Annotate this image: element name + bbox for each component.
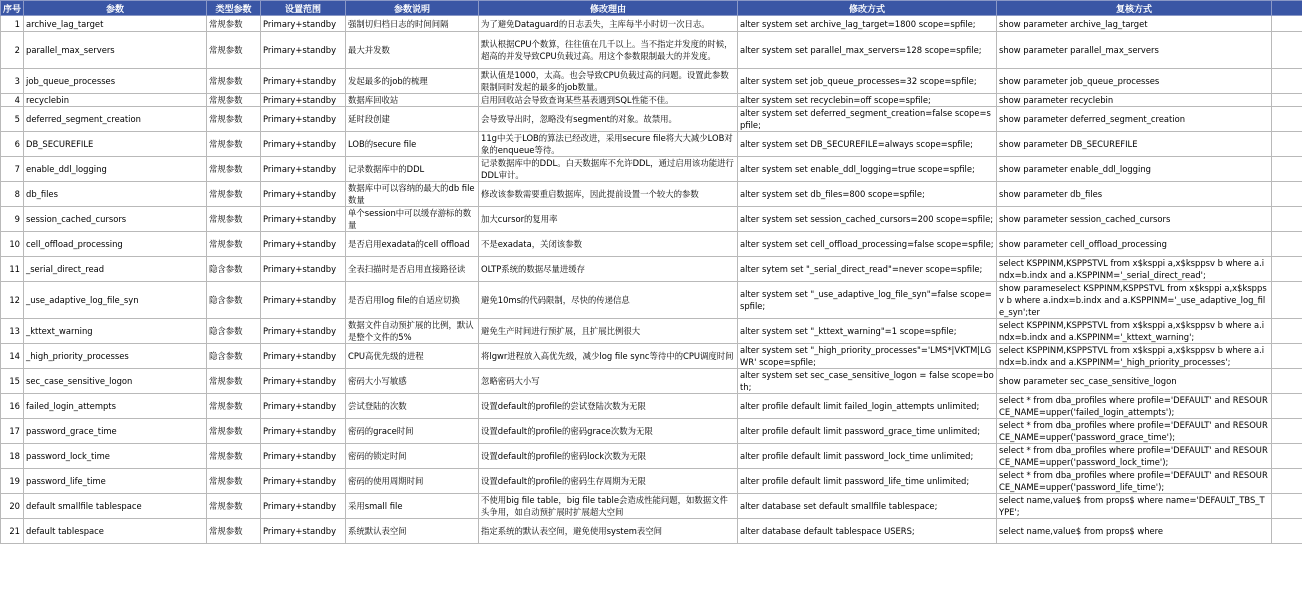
cell-scope[interactable]: Primary+standby <box>261 257 346 282</box>
cell-reason[interactable]: 默认根据CPU个数算，往往值在几千以上。当不指定并发度的时候，超高的并发导致CPU负载过高。用这个参数限制最大的并发度。 <box>479 32 738 69</box>
cell-method[interactable]: alter profile default limit password_lock_time unlimited; <box>738 444 997 469</box>
cell-extra[interactable] <box>1272 94 1302 107</box>
cell-desc[interactable]: 密码的锁定时间 <box>346 444 479 469</box>
cell-verify[interactable]: show parameter session_cached_cursors <box>997 207 1272 232</box>
cell-param[interactable]: _serial_direct_read <box>24 257 207 282</box>
cell-verify[interactable]: show parameter enable_ddl_logging <box>997 157 1272 182</box>
cell-no[interactable]: 10 <box>1 232 24 257</box>
cell-reason[interactable]: 修改该参数需要重启数据库，因此提前设置一个较大的参数 <box>479 182 738 207</box>
cell-no[interactable]: 20 <box>1 494 24 519</box>
cell-reason[interactable]: 忽略密码大小写 <box>479 369 738 394</box>
cell-no[interactable]: 6 <box>1 132 24 157</box>
cell-param[interactable]: _kttext_warning <box>24 319 207 344</box>
cell-desc[interactable]: 最大并发数 <box>346 32 479 69</box>
cell-extra[interactable] <box>1272 394 1302 419</box>
cell-method[interactable]: alter database default tablespace USERS; <box>738 519 997 544</box>
cell-method[interactable]: alter database set default smallfile tablespace; <box>738 494 997 519</box>
table-row[interactable] <box>1 132 1302 157</box>
cell-type[interactable]: 常规参数 <box>207 444 261 469</box>
cell-type[interactable]: 常规参数 <box>207 369 261 394</box>
cell-scope[interactable]: Primary+standby <box>261 282 346 319</box>
cell-param[interactable]: sec_case_sensitive_logon <box>24 369 207 394</box>
cell-scope[interactable]: Primary+standby <box>261 107 346 132</box>
cell-type[interactable]: 常规参数 <box>207 419 261 444</box>
cell-method[interactable]: alter system set "_high_priority_processes"='LMS*|VKTM|LGWR' scope=spfile; <box>738 344 997 369</box>
cell-desc[interactable]: 数据库中可以容纳的最大的db file数量 <box>346 182 479 207</box>
cell-extra[interactable] <box>1272 157 1302 182</box>
cell-no[interactable]: 1 <box>1 16 24 32</box>
cell-method[interactable]: alter system set cell_offload_processing=false scope=spfile; <box>738 232 997 257</box>
cell-verify[interactable]: select KSPPINM,KSPPSTVL from x$ksppi a,x$ksppsv b where a.indx=b.indx and a.KSPPINM='_kttext_warning'; <box>997 319 1272 344</box>
cell-type[interactable]: 常规参数 <box>207 519 261 544</box>
cell-verify[interactable]: show parameter deferred_segment_creation <box>997 107 1272 132</box>
cell-extra[interactable] <box>1272 207 1302 232</box>
cell-type[interactable]: 常规参数 <box>207 182 261 207</box>
cell-extra[interactable] <box>1272 444 1302 469</box>
cell-method[interactable]: alter system set recyclebin=off scope=spfile; <box>738 94 997 107</box>
cell-type[interactable]: 常规参数 <box>207 494 261 519</box>
cell-extra[interactable] <box>1272 182 1302 207</box>
table-row[interactable] <box>1 344 1302 369</box>
cell-reason[interactable]: 不使用big file table，big file table会造成性能问题，如数据文件头争用，如自动预扩展时扩展超大空间 <box>479 494 738 519</box>
cell-method[interactable]: alter sytem set "_serial_direct_read"=never scope=spfile; <box>738 257 997 282</box>
cell-scope[interactable]: Primary+standby <box>261 469 346 494</box>
cell-type[interactable]: 常规参数 <box>207 232 261 257</box>
cell-reason[interactable]: 启用回收站会导致查询某些基表遇到SQL性能不佳。 <box>479 94 738 107</box>
cell-param[interactable]: job_queue_processes <box>24 69 207 94</box>
cell-param[interactable]: parallel_max_servers <box>24 32 207 69</box>
cell-type[interactable]: 常规参数 <box>207 94 261 107</box>
table-row[interactable] <box>1 257 1302 282</box>
cell-type[interactable]: 常规参数 <box>207 132 261 157</box>
table-row[interactable] <box>1 369 1302 394</box>
cell-reason[interactable]: 记录数据库中的DDL。白天数据库不允许DDL，通过启用该功能进行DDL审计。 <box>479 157 738 182</box>
cell-verify[interactable]: select KSPPINM,KSPPSTVL from x$ksppi a,x$ksppsv b where a.indx=b.indx and a.KSPPINM='_high_priority_processes'; <box>997 344 1272 369</box>
cell-scope[interactable]: Primary+standby <box>261 16 346 32</box>
table-row[interactable] <box>1 182 1302 207</box>
cell-scope[interactable]: Primary+standby <box>261 207 346 232</box>
cell-no[interactable]: 7 <box>1 157 24 182</box>
cell-type[interactable]: 常规参数 <box>207 207 261 232</box>
cell-extra[interactable] <box>1272 519 1302 544</box>
cell-no[interactable]: 16 <box>1 394 24 419</box>
table-row[interactable] <box>1 157 1302 182</box>
cell-extra[interactable] <box>1272 107 1302 132</box>
cell-desc[interactable]: 记录数据库中的DDL <box>346 157 479 182</box>
cell-no[interactable]: 2 <box>1 32 24 69</box>
cell-no[interactable]: 9 <box>1 207 24 232</box>
cell-desc[interactable]: 发起最多的job的梳理 <box>346 69 479 94</box>
cell-param[interactable]: password_grace_time <box>24 419 207 444</box>
cell-verify[interactable]: show parameter db_files <box>997 182 1272 207</box>
cell-type[interactable]: 常规参数 <box>207 157 261 182</box>
cell-desc[interactable]: 是否启用log file的自适应切换 <box>346 282 479 319</box>
cell-scope[interactable]: Primary+standby <box>261 94 346 107</box>
col-header-extra[interactable] <box>1272 1 1302 16</box>
cell-no[interactable]: 11 <box>1 257 24 282</box>
cell-desc[interactable]: 系统默认表空间 <box>346 519 479 544</box>
cell-no[interactable]: 4 <box>1 94 24 107</box>
cell-scope[interactable]: Primary+standby <box>261 132 346 157</box>
table-row[interactable] <box>1 32 1302 69</box>
table-row[interactable] <box>1 419 1302 444</box>
cell-extra[interactable] <box>1272 319 1302 344</box>
cell-reason[interactable]: 设置default的profile的密码grace次数为无限 <box>479 419 738 444</box>
table-row[interactable] <box>1 16 1302 32</box>
table-row[interactable] <box>1 207 1302 232</box>
cell-verify[interactable]: select * from dba_profiles where profile='DEFAULT' and RESOURCE_NAME=upper('failed_login_attempts'); <box>997 394 1272 419</box>
cell-reason[interactable]: 不是exadata，关闭该参数 <box>479 232 738 257</box>
cell-no[interactable]: 3 <box>1 69 24 94</box>
cell-reason[interactable]: 默认值是1000，太高。也会导致CPU负载过高的问题。设置此参数限制同时发起的最多的job数量。 <box>479 69 738 94</box>
cell-no[interactable]: 14 <box>1 344 24 369</box>
cell-param[interactable]: db_files <box>24 182 207 207</box>
table-row[interactable] <box>1 232 1302 257</box>
cell-desc[interactable]: 强制切归档日志的时间间隔 <box>346 16 479 32</box>
header-row <box>1 1 1302 16</box>
cell-extra[interactable] <box>1272 282 1302 319</box>
cell-type[interactable]: 常规参数 <box>207 394 261 419</box>
cell-extra[interactable] <box>1272 494 1302 519</box>
table-row[interactable] <box>1 319 1302 344</box>
cell-scope[interactable]: Primary+standby <box>261 494 346 519</box>
cell-reason[interactable]: 避免生产时间进行预扩展，且扩展比例很大 <box>479 319 738 344</box>
col-header-desc[interactable]: 参数说明 <box>346 1 479 16</box>
cell-param[interactable]: password_life_time <box>24 469 207 494</box>
cell-desc[interactable]: 密码大小写敏感 <box>346 369 479 394</box>
cell-no[interactable]: 19 <box>1 469 24 494</box>
cell-desc[interactable]: LOB的secure file <box>346 132 479 157</box>
cell-param[interactable]: deferred_segment_creation <box>24 107 207 132</box>
cell-desc[interactable]: 密码的使用周期时间 <box>346 469 479 494</box>
cell-extra[interactable] <box>1272 132 1302 157</box>
cell-scope[interactable]: Primary+standby <box>261 419 346 444</box>
cell-method[interactable]: alter system set deferred_segment_creation=false scope=spfile; <box>738 107 997 132</box>
cell-desc[interactable]: 采用small file <box>346 494 479 519</box>
cell-method[interactable]: alter profile default limit password_grace_time unlimited; <box>738 419 997 444</box>
cell-desc[interactable]: 尝试登陆的次数 <box>346 394 479 419</box>
cell-desc[interactable]: 全表扫描时是否启用直接路径读 <box>346 257 479 282</box>
cell-reason[interactable]: 避免10ms的代码限制，尽快的传递信息 <box>479 282 738 319</box>
cell-param[interactable]: enable_ddl_logging <box>24 157 207 182</box>
col-header-param[interactable]: 参数 <box>24 1 207 16</box>
col-header-method[interactable]: 修改方式 <box>738 1 997 16</box>
cell-param[interactable]: archive_lag_target <box>24 16 207 32</box>
cell-method[interactable]: alter profile default limit password_life_time unlimited; <box>738 469 997 494</box>
col-header-scope[interactable]: 设置范围 <box>261 1 346 16</box>
cell-type[interactable]: 隐含参数 <box>207 344 261 369</box>
cell-param[interactable]: session_cached_cursors <box>24 207 207 232</box>
cell-desc[interactable]: CPU高优先级的进程 <box>346 344 479 369</box>
cell-reason[interactable]: 设置default的profile的尝试登陆次数为无限 <box>479 394 738 419</box>
cell-extra[interactable] <box>1272 232 1302 257</box>
cell-desc[interactable]: 延时段创建 <box>346 107 479 132</box>
table-row[interactable] <box>1 107 1302 132</box>
cell-verify[interactable]: select name,value$ from props$ where <box>997 519 1272 544</box>
cell-scope[interactable]: Primary+standby <box>261 394 346 419</box>
cell-no[interactable]: 13 <box>1 319 24 344</box>
cell-scope[interactable]: Primary+standby <box>261 232 346 257</box>
cell-extra[interactable] <box>1272 469 1302 494</box>
cell-reason[interactable]: OLTP系统的数据尽量进缓存 <box>479 257 738 282</box>
table-row[interactable] <box>1 444 1302 469</box>
cell-reason[interactable]: 设置default的profile的密码生存周期为无限 <box>479 469 738 494</box>
cell-verify[interactable]: show parameter archive_lag_target <box>997 16 1272 32</box>
cell-param[interactable]: recyclebin <box>24 94 207 107</box>
cell-method[interactable]: alter system set db_files=800 scope=spfile; <box>738 182 997 207</box>
cell-type[interactable]: 常规参数 <box>207 32 261 69</box>
cell-verify[interactable]: show parameter DB_SECUREFILE <box>997 132 1272 157</box>
cell-verify[interactable]: show parameter job_queue_processes <box>997 69 1272 94</box>
cell-type[interactable]: 隐含参数 <box>207 319 261 344</box>
cell-verify[interactable]: show parameter recyclebin <box>997 94 1272 107</box>
table-row[interactable] <box>1 394 1302 419</box>
cell-method[interactable]: alter system set parallel_max_servers=128 scope=spfile; <box>738 32 997 69</box>
cell-reason[interactable]: 将lgwr进程放入高优先级，减少log file sync等待中的CPU调度时间 <box>479 344 738 369</box>
cell-reason[interactable]: 设置default的profile的密码lock次数为无限 <box>479 444 738 469</box>
cell-scope[interactable]: Primary+standby <box>261 369 346 394</box>
cell-scope[interactable]: Primary+standby <box>261 444 346 469</box>
cell-extra[interactable] <box>1272 32 1302 69</box>
cell-scope[interactable]: Primary+standby <box>261 32 346 69</box>
cell-no[interactable]: 5 <box>1 107 24 132</box>
cell-scope[interactable]: Primary+standby <box>261 519 346 544</box>
cell-method[interactable]: alter system set session_cached_cursors=200 scope=spfile; <box>738 207 997 232</box>
cell-verify[interactable]: select KSPPINM,KSPPSTVL from x$ksppi a,x$ksppsv b where a.indx=b.indx and a.KSPPINM='_serial_direct_read'; <box>997 257 1272 282</box>
cell-extra[interactable] <box>1272 69 1302 94</box>
cell-type[interactable]: 隐含参数 <box>207 257 261 282</box>
cell-no[interactable]: 21 <box>1 519 24 544</box>
cell-verify[interactable]: show parameselect KSPPINM,KSPPSTVL from x$ksppi a,x$ksppsv b where a.indx=b.indx and a.KSPPINM='_use_adaptive_log_file_syn';ter <box>997 282 1272 319</box>
cell-type[interactable]: 常规参数 <box>207 107 261 132</box>
cell-no[interactable]: 17 <box>1 419 24 444</box>
cell-method[interactable]: alter system set "_use_adaptive_log_file_syn"=false scope=spfile; <box>738 282 997 319</box>
cell-verify[interactable]: select * from dba_profiles where profile='DEFAULT' and RESOURCE_NAME=upper('password_life_time'); <box>997 469 1272 494</box>
cell-no[interactable]: 8 <box>1 182 24 207</box>
cell-scope[interactable]: Primary+standby <box>261 69 346 94</box>
cell-reason[interactable]: 11g中关于LOB的算法已经改进，采用secure file将大大减少LOB对象的enqueue等待。 <box>479 132 738 157</box>
cell-param[interactable]: cell_offload_processing <box>24 232 207 257</box>
cell-extra[interactable] <box>1272 16 1302 32</box>
cell-type[interactable]: 常规参数 <box>207 69 261 94</box>
cell-extra[interactable] <box>1272 344 1302 369</box>
cell-method[interactable]: alter system set enable_ddl_logging=true scope=spfile; <box>738 157 997 182</box>
cell-reason[interactable]: 为了避免Dataguard的日志丢失，主库每半小时切一次日志。 <box>479 16 738 32</box>
table-row[interactable] <box>1 282 1302 319</box>
cell-no[interactable]: 15 <box>1 369 24 394</box>
cell-method[interactable]: alter system set DB_SECUREFILE=always scope=spfile; <box>738 132 997 157</box>
cell-reason[interactable]: 加大cursor的复用率 <box>479 207 738 232</box>
cell-param[interactable]: password_lock_time <box>24 444 207 469</box>
cell-method[interactable]: alter system set job_queue_processes=32 scope=spfile; <box>738 69 997 94</box>
cell-type[interactable]: 常规参数 <box>207 16 261 32</box>
col-header-type[interactable]: 类型参数 <box>207 1 261 16</box>
cell-type[interactable]: 常规参数 <box>207 469 261 494</box>
table-row[interactable] <box>1 94 1302 107</box>
cell-method[interactable]: alter system set "_kttext_warning"=1 scope=spfile; <box>738 319 997 344</box>
cell-reason[interactable]: 会导致导出时，忽略没有segment的对象。故禁用。 <box>479 107 738 132</box>
cell-method[interactable]: alter profile default limit failed_login_attempts unlimited; <box>738 394 997 419</box>
cell-param[interactable]: default tablespace <box>24 519 207 544</box>
cell-verify[interactable]: select * from dba_profiles where profile='DEFAULT' and RESOURCE_NAME=upper('password_lock_time'); <box>997 444 1272 469</box>
cell-desc[interactable]: 数据库回收站 <box>346 94 479 107</box>
table-row[interactable] <box>1 519 1302 544</box>
cell-verify[interactable]: select name,value$ from props$ where name='DEFAULT_TBS_TYPE'; <box>997 494 1272 519</box>
cell-reason[interactable]: 指定系统的默认表空间，避免使用system表空间 <box>479 519 738 544</box>
cell-no[interactable]: 12 <box>1 282 24 319</box>
table-row[interactable] <box>1 494 1302 519</box>
cell-extra[interactable] <box>1272 369 1302 394</box>
cell-desc[interactable]: 是否启用exadata的cell offload <box>346 232 479 257</box>
cell-scope[interactable]: Primary+standby <box>261 157 346 182</box>
col-header-reason[interactable]: 修改理由 <box>479 1 738 16</box>
cell-desc[interactable]: 密码的grace时间 <box>346 419 479 444</box>
cell-param[interactable]: failed_login_attempts <box>24 394 207 419</box>
cell-scope[interactable]: Primary+standby <box>261 344 346 369</box>
cell-type[interactable]: 隐含参数 <box>207 282 261 319</box>
cell-scope[interactable]: Primary+standby <box>261 319 346 344</box>
cell-desc[interactable]: 数据文件自动预扩展的比例，默认是整个文件的5% <box>346 319 479 344</box>
cell-desc[interactable]: 单个session中可以缓存游标的数量 <box>346 207 479 232</box>
cell-verify[interactable]: show parameter parallel_max_servers <box>997 32 1272 69</box>
cell-param[interactable]: default smallfile tablespace <box>24 494 207 519</box>
col-header-no[interactable]: 序号 <box>1 1 24 16</box>
table-row[interactable] <box>1 469 1302 494</box>
cell-no[interactable]: 18 <box>1 444 24 469</box>
cell-param[interactable]: _high_priority_processes <box>24 344 207 369</box>
cell-verify[interactable]: show parameter sec_case_sensitive_logon <box>997 369 1272 394</box>
cell-extra[interactable] <box>1272 257 1302 282</box>
cell-method[interactable]: alter system set sec_case_sensitive_logon = false scope=both; <box>738 369 997 394</box>
cell-param[interactable]: DB_SECUREFILE <box>24 132 207 157</box>
cell-param[interactable]: _use_adaptive_log_file_syn <box>24 282 207 319</box>
table-row[interactable] <box>1 69 1302 94</box>
cell-extra[interactable] <box>1272 419 1302 444</box>
cell-verify[interactable]: show parameter cell_offload_processing <box>997 232 1272 257</box>
col-header-verify[interactable]: 复核方式 <box>997 1 1272 16</box>
cell-scope[interactable]: Primary+standby <box>261 182 346 207</box>
cell-verify[interactable]: select * from dba_profiles where profile='DEFAULT' and RESOURCE_NAME=upper('password_grace_time'); <box>997 419 1272 444</box>
cell-method[interactable]: alter system set archive_lag_target=1800 scope=spfile; <box>738 16 997 32</box>
